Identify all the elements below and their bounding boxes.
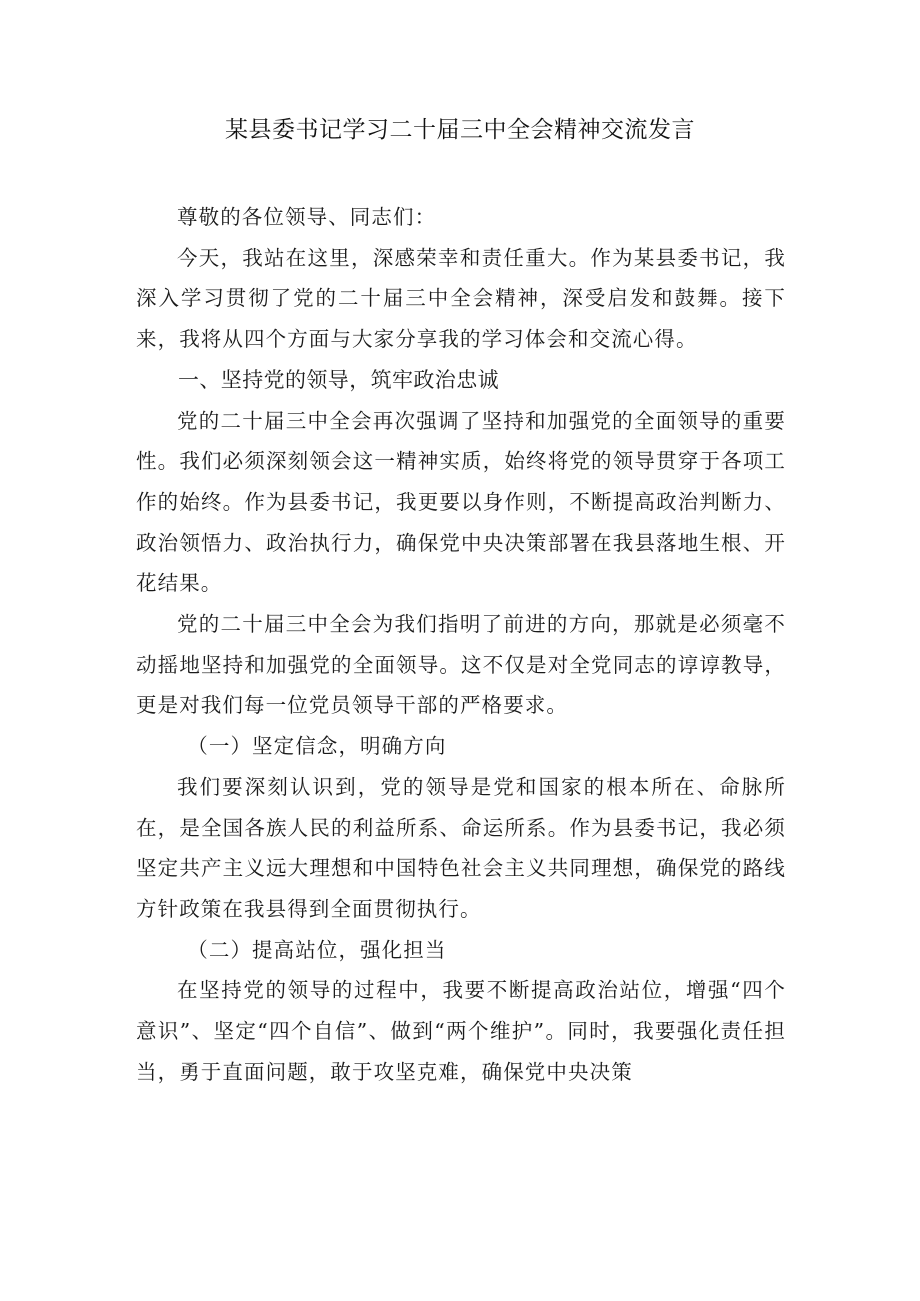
paragraph: 在坚持党的领导的过程中，我要不断提高政治站位，增强“四个意识”、坚定“四个自信”、做到“两个维护”。同时，我要强化责任担当，勇于直面问题，敢于攻坚克难，确保党中央决策 <box>136 978 786 1084</box>
document-title: 某县委书记学习二十届三中全会精神交流发言 <box>225 117 695 143</box>
subsection-heading: （二）提高站位，强化担当 <box>187 937 447 962</box>
subsection-heading: （一）坚定信念，明确方向 <box>187 734 447 759</box>
greeting: 尊敬的各位领导、同志们： <box>177 205 437 229</box>
paragraph: 党的二十届三中全会为我们指明了前进的方向，那就是必须毫不动摇地坚持和加强党的全面领导。这不仅是对全党同志的谆谆教导，更是对我们每一位党员领导干部的严格要求。 <box>136 612 786 718</box>
paragraph: 我们要深刻认识到，党的领导是党和国家的根本所在、命脉所在，是全国各族人民的利益所系、命运所系。作为县委书记，我必须坚定共产主义远大理想和中国特色社会主义共同理想，确保党的路线方针政策在我县得到全面贯彻执行。 <box>136 774 786 921</box>
section-heading: 一、坚持党的领导，筑牢政治忠诚 <box>178 367 499 392</box>
intro-paragraph: 今天，我站在这里，深感荣幸和责任重大。作为某县委书记，我深入学习贯彻了党的二十届三中全会精神，深受启发和鼓舞。接下来，我将从四个方面与大家分享我的学习体会和交流心得。 <box>136 245 786 352</box>
paragraph: 党的二十届三中全会再次强调了坚持和加强党的全面领导的重要性。我们必须深刻领会这一精神实质，始终将党的领导贯穿于各项工作的始终。作为县委书记，我更要以身作则，不断提高政治判断力、政治领悟力、政治执行力，确保党中央决策部署在我县落地生根、开花结果。 <box>136 408 786 596</box>
document-body <box>136 197 786 1092</box>
